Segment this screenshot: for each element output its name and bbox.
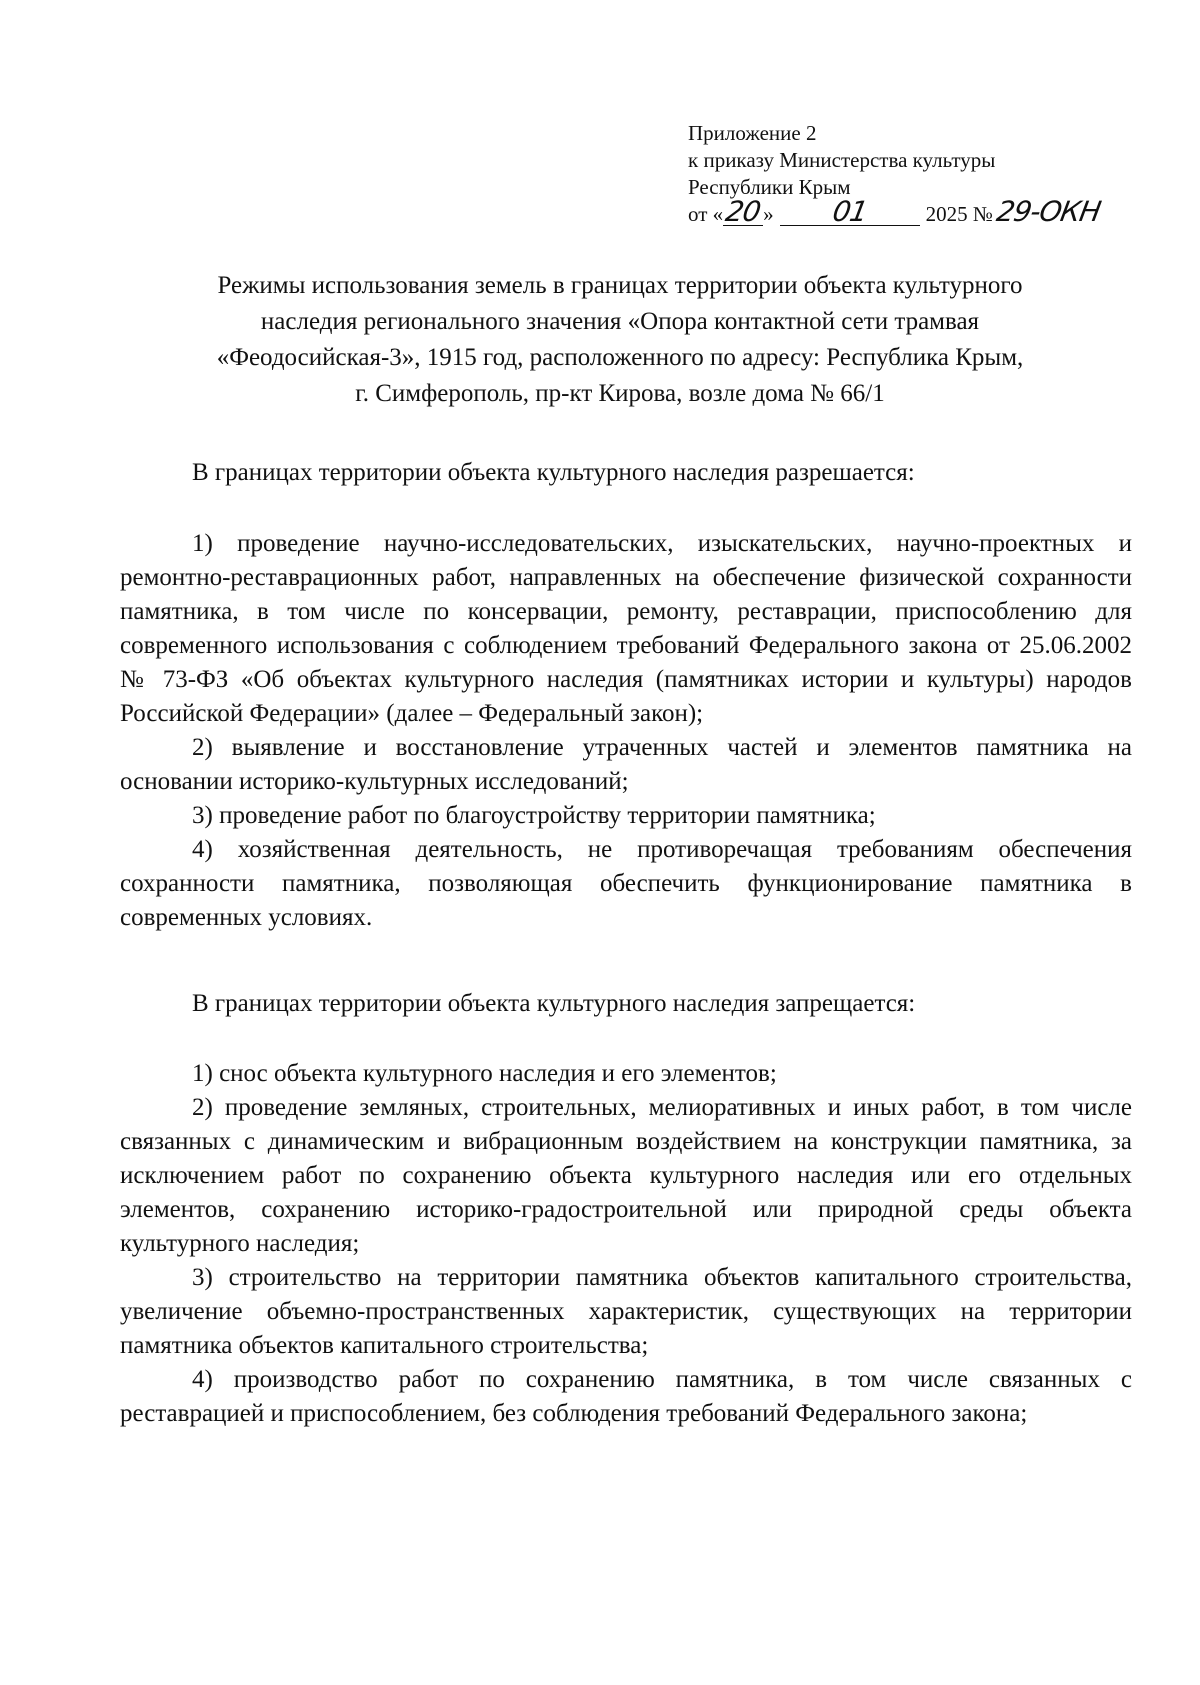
title-line: Режимы использования земель в границах территории объекта культурного xyxy=(217,272,1023,299)
forbidden-item: 3) строительство на территории памятника объектов капитального строительства, увеличение объемно-пространственных характеристик, существующих на территории памятника объектов капитального строительства; xyxy=(120,1264,1132,1359)
allowed-item: 4) хозяйственная деятельность, не противоречащая требованиям обеспечения сохранности памятника, позволяющая обеспечить функционирование памятника в современных условиях. xyxy=(120,836,1132,931)
title-line: «Феодосийская-3», 1915 год, расположенного по адресу: Республика Крым, xyxy=(216,344,1024,371)
order-month xyxy=(780,195,920,228)
forbidden-item: 4) производство работ по сохранению памятника, в том числе связанных с реставрацией и приспособлением, без соблюдения требований Федерального закона; xyxy=(120,1366,1132,1427)
forbidden-item: 1) снос объекта культурного наследия и его элементов; xyxy=(192,1060,777,1087)
date-prefix: от « xyxy=(688,202,724,226)
date-quote-close: » xyxy=(763,202,774,226)
forbidden-item: 2) проведение земляных, строительных, мелиоративных и иных работ, в том числе связанных с динамическим и вибрационным воздействием на конструкции памятника, за исключением работ по сохранению объекта культурного наследия или его отдельных элементов, сохранению историко-градостроительной или природной среды объекта культурного наследия; xyxy=(120,1094,1132,1257)
appendix-block xyxy=(688,120,1148,228)
allowed-item: 3) проведение работ по благоустройству территории памятника; xyxy=(192,802,876,829)
allowed-item: 2) выявление и восстановление утраченных частей и элементов памятника на основании историко-культурных исследований; xyxy=(120,734,1132,795)
appendix-line: Приложение 2 xyxy=(688,121,817,145)
order-number xyxy=(994,195,1107,228)
order-year-label: 2025 № xyxy=(925,202,993,226)
document-title xyxy=(150,268,1090,412)
order-day-value: 20 xyxy=(723,195,763,228)
order-day xyxy=(723,195,763,228)
appendix-line: Республики Крым xyxy=(688,175,851,199)
order-number-value: 29-ОКН xyxy=(994,195,1103,228)
allowed-item: 1) проведение научно-исследовательских, изыскательских, научно-проектных и ремонтно-реставрационных работ, направленных на обеспечение физической сохранности памятника, в том числе по консервации, ремонту, реставрации, приспособлению для современного использования с соблюдением требований Федерального закона от 25.06.2002 № 73-ФЗ «Об объектах культурного наследия (памятниках истории и культуры) народов Российской Федерации» (далее – Федеральный закон); xyxy=(120,530,1132,727)
order-month-value: 01 xyxy=(830,195,870,228)
appendix-line: к приказу Министерства культуры xyxy=(688,148,996,172)
forbidden-heading: В границах территории объекта культурного наследия запрещается: xyxy=(192,990,916,1017)
title-line: наследия регионального значения «Опора контактной сети трамвая xyxy=(260,308,980,335)
appendix-date-line xyxy=(688,195,1148,228)
title-line: г. Симферополь, пр-кт Кирова, возле дома № 66/1 xyxy=(355,380,885,407)
allowed-heading: В границах территории объекта культурного наследия разрешается: xyxy=(192,459,915,486)
document-body xyxy=(120,456,1132,1431)
